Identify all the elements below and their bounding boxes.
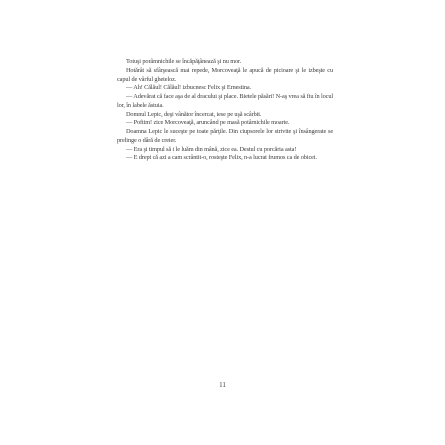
paragraph: — E drept că azi a cam scrântit-o, rosteşte Felix, n-a lucrat frumos ca de obicei. (126, 154, 317, 162)
page-number: 11 (219, 381, 226, 389)
paragraph: — Ah! Călăul! Călăul! izbucnesc Felix şi Ernestina. (126, 84, 252, 92)
paragraph: — Era şi timpul să i le luăm din mână, zice ea. Destul cu porcăria asta! (126, 145, 297, 153)
paragraph: Hotărât să sfârşească mai repede, Morcoveaţă le apucă de picioare şi le izbeşte cu capul de vârful gheteloz. (117, 66, 333, 83)
paragraph: — Poftim! zice Morcoveaţă, aruncând pe masă potârnichile moarte. (126, 119, 290, 127)
paragraph: — Adevărat că face aşa de al dracului şi place. Bietele păsări! N-aş vrea să fiu în locul lor, în labele ăstuia. (117, 93, 333, 109)
paragraph: Doamna Lepic le suceşte pe toate părţile. Din ciupsorele lor strivite şi însângerate se prelinge o dâră de creier. (117, 128, 333, 144)
body-text (117, 58, 333, 163)
paragraph: Domnul Lepic, deşi vânător încercat, iese pe uşă scârbit. (126, 110, 262, 118)
paragraph: Totuşi porâmnichile se încăpăţânează şi nu mor. (126, 58, 242, 65)
